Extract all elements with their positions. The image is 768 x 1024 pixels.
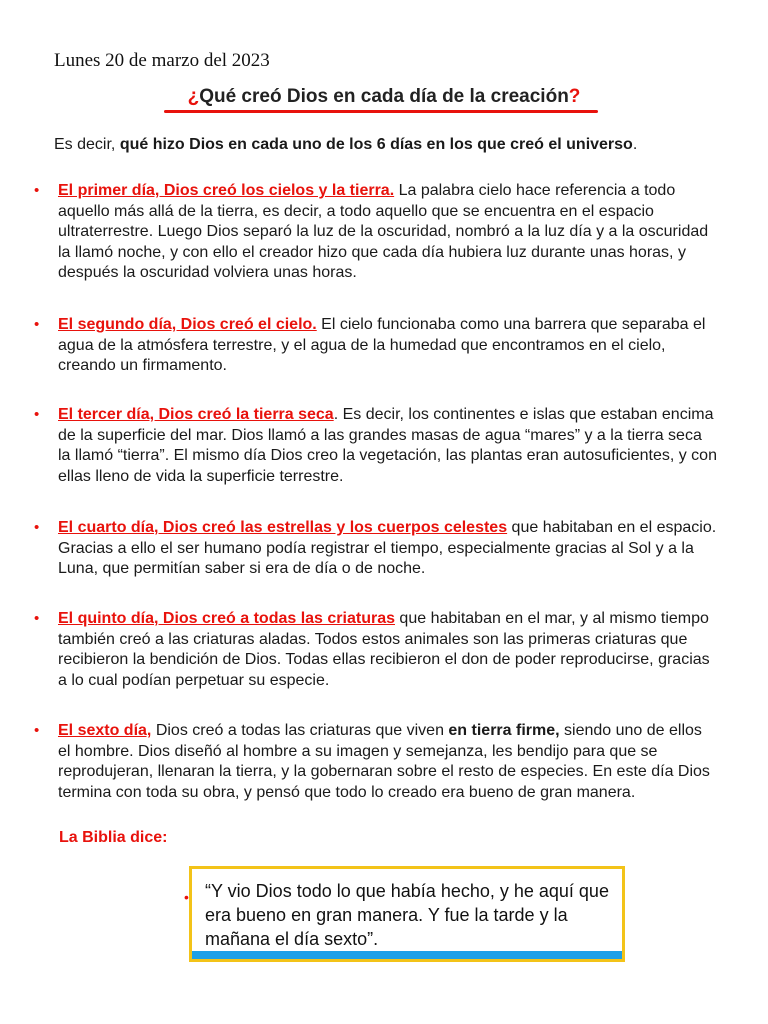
bible-quote-text: “Y vio Dios todo lo que había hecho, y he aquí que era bueno en gran manera. Y fue la tarde y la mañana el día sexto”. (205, 881, 609, 949)
bullet-icon: • (34, 406, 40, 423)
list-item-day-4 (34, 518, 718, 580)
title-underline (164, 110, 598, 113)
day-6-text-continued: siendo uno de ellos el hombre. Dios diseñó al hombre a su imagen y semejanza, les bendijo para que se reprodujeran, llenaran la tierra, y la gobernaran sobre el resto de especies. En este día Dios termina con toda su obra, y pensó que todo lo creado era bueno de gran manera. (58, 722, 710, 801)
bullet-icon: • (34, 182, 40, 199)
bible-label: La Biblia dice: (59, 829, 168, 846)
title-close-question-mark: ? (568, 86, 581, 107)
intro-bold: qué hizo Dios en cada uno de los 6 días en los que creó el universo (119, 136, 633, 153)
day-5-text: que habitaban en el mar, y al mismo tiempo también creó a las criaturas aladas. Todos estos animales son las primeras criaturas que recibieron la bendición de Dios. Todas ellas recibieron el don de poder reproducirse, gracias a lo cual podían perpetuar su especie. (58, 610, 710, 689)
document-title (0, 86, 768, 108)
bullet-icon: • (34, 722, 40, 739)
intro-end: . (632, 136, 638, 153)
day-6-bold: en tierra firme, (448, 722, 560, 739)
quote-box-inner (184, 869, 622, 951)
day-2-text: El cielo funcionaba como una barrera que separaba el agua de la atmósfera terrestre, y el agua de la humedad que encontramos en el cielo, creando un firmamento. (58, 316, 706, 374)
list-item-day-5 (34, 609, 718, 691)
day-4-text: que habitaban en el espacio. Gracias a ello el ser humano podía registrar el tiempo, especialmente gracias al Sol y a la Luna, que permitían saber si era de día o de noche. (58, 519, 717, 577)
bullet-icon: • (34, 316, 40, 333)
day-5-heading: El quinto día, Dios creó a todas las criaturas (58, 610, 395, 627)
title-text: Qué creó Dios en cada día de la creación (199, 86, 569, 107)
day-1-text: La palabra cielo hace referencia a todo aquello más allá de la tierra, es decir, a todo aquello que se encuentra en el espacio ultraterrestre. Luego Dios separó la luz de la oscuridad, nombró a la luz día y a la oscuridad la llamó noche, y con ello el creador hizo que cada día hubiera luz durante unas horas, y después la oscuridad volviera unas horas. (58, 182, 709, 281)
list-item-day-1 (34, 181, 718, 284)
day-4-heading: El cuarto día, Dios creó las estrellas y los cuerpos celestes (58, 519, 508, 536)
day-6-text: Dios creó a todas las criaturas que viven (151, 722, 449, 739)
day-2-heading: El segundo día, Dios creó el cielo. (58, 316, 317, 333)
day-3-text: . Es decir, los continentes e islas que estaban encima de la superficie del mar. Dios llamó a las grandes masas de agua “mares” y a la tierra seca la llamó “tierra”. El mismo día Dios creo la vegetación, las plantas eran autosuficientes, y con ellas lleno de vida la superficie terrestre. (58, 406, 717, 485)
title-open-question-mark: ¿ (187, 86, 200, 107)
bullet-icon: • (184, 889, 189, 905)
bullet-icon: • (34, 519, 40, 536)
list-item-day-6 (34, 721, 718, 803)
intro-paragraph (54, 136, 637, 154)
document-date: Lunes 20 de marzo del 2023 (54, 50, 270, 71)
list-item-day-2 (34, 315, 718, 377)
day-6-heading: El sexto día, (58, 722, 152, 739)
list-item-day-3 (34, 405, 718, 487)
day-3-heading: El tercer día, Dios creó la tierra seca (58, 406, 334, 423)
bullet-icon: • (34, 610, 40, 627)
intro-lead: Es decir, (54, 136, 120, 153)
day-1-heading: El primer día, Dios creó los cielos y la tierra. (58, 182, 395, 199)
bible-quote-box (184, 866, 625, 962)
